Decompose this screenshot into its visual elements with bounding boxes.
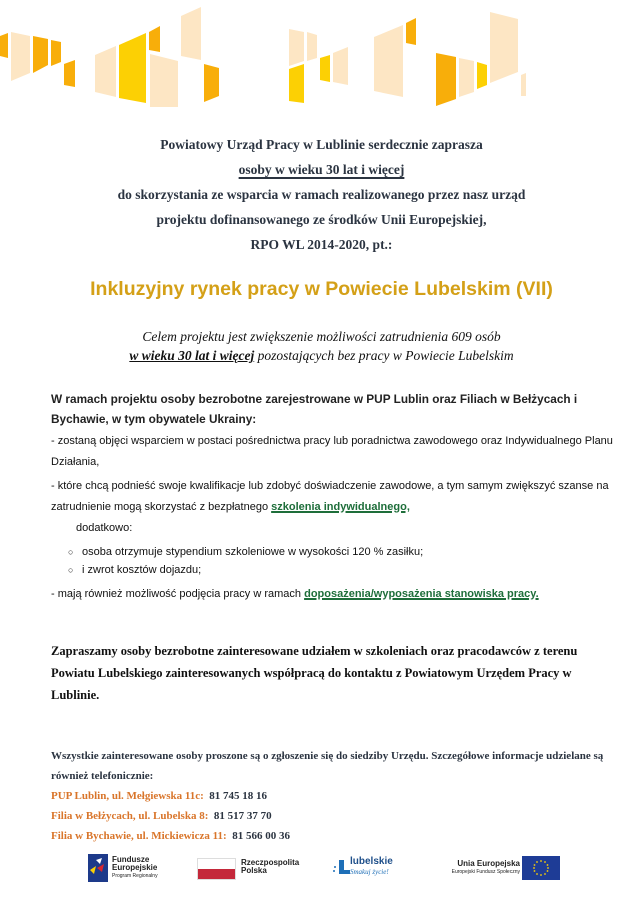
rzeczpospolita-polska-logo — [241, 859, 299, 875]
contact-lead: Wszystkie zainteresowane osoby proszone są o zgłoszenie się do siedziby Urzędu. Szczegółowe informacje udzielane są również telefonicznie: — [51, 750, 604, 782]
stripes-group-2 — [95, 7, 219, 107]
stripes-group-1 — [0, 32, 75, 87]
logo-text: lubelskie — [350, 856, 393, 867]
body-lead: W ramach projektu osoby bezrobotne zarejestrowane w PUP Lublin oraz Filiach w Bełżycach i Bychawie, w tym obywatele Ukrainy: — [51, 392, 578, 426]
office-label: Filia w Bełżycach, ul. Lubelska 8: — [51, 810, 209, 822]
bullet-circle-icon: ○ — [68, 565, 74, 575]
intro-line-5: RPO WL 2014-2020, pt.: — [250, 237, 393, 252]
decorative-stripes-banner — [0, 0, 643, 115]
office-label: Filia w Bychawie, ul. Mickiewicza 11: — [51, 830, 227, 842]
intro-target-group: osoby w wieku 30 lat i więcej — [238, 162, 405, 177]
goal-line-2: pozostających bez pracy w Powiecie Lubelskim — [254, 348, 514, 363]
intro-line-4: projektu dofinansowanego ze środków Unii Europejskiej, — [156, 212, 487, 227]
intro-line-3: do skorzystania ze wsparcia w ramach realizowanego przez nasz urząd — [117, 187, 526, 202]
individual-training-link[interactable]: szkolenia indywidualnego, — [271, 501, 410, 513]
fundusze-europejskie-logo-icon — [88, 854, 108, 882]
body-item-1: - zostaną objęci wsparciem w postaci pośrednictwa pracy lub poradnictwa zawodowego oraz Indywidualnego Planu Działania, — [51, 435, 613, 468]
sub-item-text: i zwrot kosztów dojazdu; — [82, 564, 202, 576]
body-item-3 — [51, 584, 616, 605]
logo-text: Europejski Fundusz Społeczny — [451, 869, 520, 875]
office-phone: 81 745 18 16 — [209, 790, 268, 802]
unia-europejska-logo — [430, 859, 520, 877]
intro-block — [0, 132, 643, 257]
body-item-2-text: - które chcą podnieść swoje kwalifikacje lub zdobyć doświadczenie zawodowe, a tym samym zwiększyć szanse na zatrudnienie mogą skorzystać z bezpłatnego — [51, 480, 609, 513]
workplace-equipment-link[interactable]: doposażenia/wyposażenia stanowiska pracy. — [304, 588, 539, 600]
funding-logos-bar — [0, 852, 643, 888]
lubelskie-logo — [350, 857, 393, 877]
logo-text: Unia Europejska — [457, 859, 520, 868]
logo-text: Smakuj życie! — [350, 868, 389, 876]
logo-text: Rzeczpospolita — [241, 858, 300, 867]
project-title: Inkluzyjny rynek pracy w Powiecie Lubelskim (VII) — [90, 278, 553, 300]
office-phone: 81 517 37 70 — [213, 810, 272, 822]
intro-line-1: Powiatowy Urząd Pracy w Lublinie serdecznie zaprasza — [160, 137, 483, 152]
stripes-group-4 — [436, 12, 526, 106]
additionally-label: dodatkowo: — [76, 522, 133, 534]
lubelskie-logo-icon — [332, 858, 350, 876]
office-label: PUP Lublin, ul. Mełgiewska 11c: — [51, 790, 204, 802]
logo-text: Polska — [241, 866, 267, 875]
logo-text: Europejskie — [112, 863, 158, 872]
sub-item — [68, 546, 423, 558]
project-goal — [0, 327, 643, 365]
office-row — [51, 806, 611, 826]
polish-flag-icon — [197, 858, 236, 880]
goal-line-1: Celem projektu jest zwiększenie możliwości zatrudnienia 609 osób — [142, 329, 501, 344]
invitation-paragraph: Zapraszamy osoby bezrobotne zainteresowane udziałem w szkoleniach oraz pracodawców z terenu Powiatu Lubelskiego zainteresowanych współpracą do kontaktu z Powiatowym Urzędem Pracy w Lublinie. — [51, 644, 578, 702]
office-phone: 81 566 00 36 — [232, 830, 290, 842]
sub-item — [68, 564, 201, 576]
logo-text: Program Regionalny — [112, 873, 158, 879]
goal-emphasis: w wieku 30 lat i więcej — [129, 348, 255, 363]
bullet-circle-icon: ○ — [68, 547, 74, 557]
eu-flag-icon — [522, 856, 560, 880]
office-row — [51, 826, 611, 846]
logo-text: Fundusze — [112, 855, 150, 864]
body-item-2 — [51, 476, 616, 518]
office-row — [51, 786, 611, 806]
sub-item-text: osoba otrzymuje stypendium szkoleniowe w wysokości 120 % zasiłku; — [82, 546, 424, 558]
body-item-3-text: - mają również możliwość podjęcia pracy w ramach — [51, 588, 305, 600]
fundusze-europejskie-logo — [112, 856, 158, 880]
stripes-group-3 — [289, 18, 416, 103]
contact-block — [51, 746, 611, 846]
